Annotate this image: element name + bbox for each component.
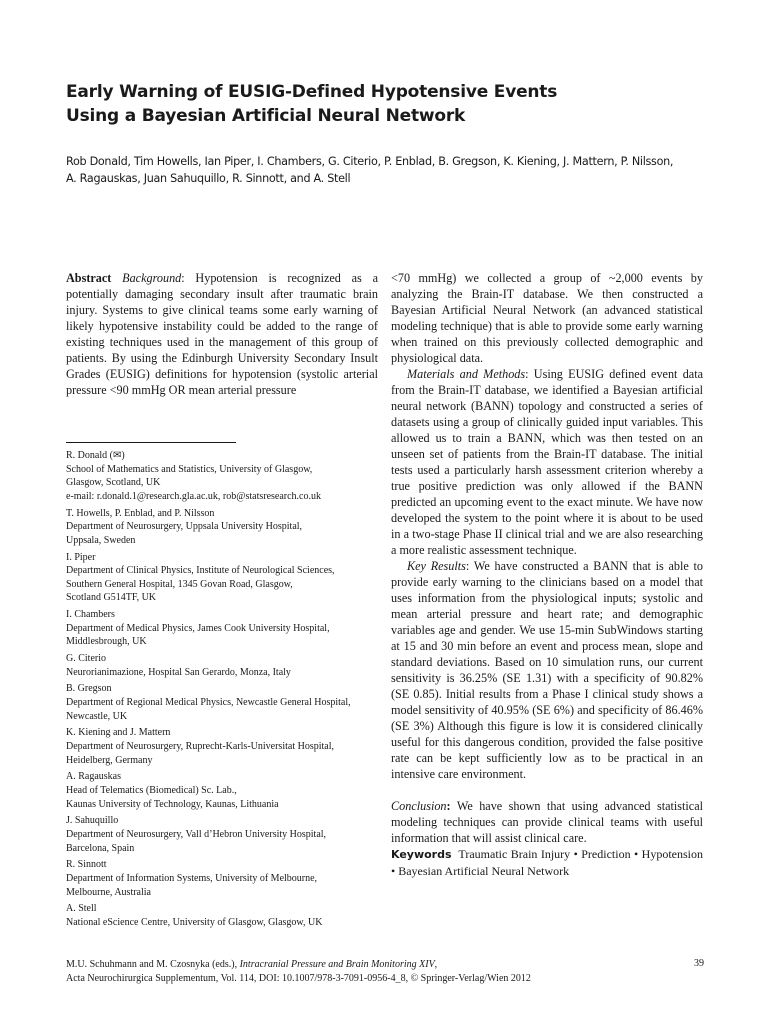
keywords bbox=[391, 846, 703, 879]
affiliation-address-line: Department of Neurosurgery, Vall d’Hebron University Hospital, bbox=[66, 828, 327, 840]
affiliation-address-line: Department of Clinical Physics, Institute of Neurological Sciences, bbox=[66, 565, 335, 577]
conclusion-label: Conclusion bbox=[391, 799, 447, 813]
methods-label: Materials and Methods bbox=[407, 367, 526, 381]
affiliation-address-line: Department of Neurosurgery, Ruprecht-Karls-Universitat Hospital, bbox=[66, 741, 334, 752]
affiliation-entry bbox=[66, 449, 378, 503]
affiliation-entry bbox=[66, 507, 378, 548]
results-text: : We have constructed a BANN that is able to provide early warning to the clinicians based on a model that uses information from the physiological inputs; systolic and mean arterial pressure and heart rate; and demographic variables age and gender. We use 15-min SubWindows starting at 15 and 30 min before an event and process mean, slope and standard deviations. Based on 10 simulation runs, our current sensitivity is 36.25% (SE 1.31) with a specificity of 90.82% (SE 0.85). Initial results from a Phase I clinical study shows a model sensitivity of 40.95% (SE 6%) and specificity of 86.46% (SE 3%) Although this figure is low it is considered clinically useful for this dangerous condition, provided the false positive rate can be kept sufficiently low as to be practical in an intensive care environment. bbox=[391, 559, 703, 781]
affiliation-entry bbox=[66, 608, 378, 649]
background-text-left: : Hypotension is recognized as a potentially damaging secondary insult after traumatic brain injury. Systems to give clinical teams some early warning of likely hypotensive instability could be added to the range of existing techniques used in the management of this group of patients. By using the Edinburgh University Secondary Insult Grades (EUSIG) definitions for hypotension (systolic arterial pressure <90 mmHg OR mean arterial pressure bbox=[66, 271, 378, 397]
affiliation-entry bbox=[66, 726, 378, 767]
affiliation-address-line: e-mail: r.donald.1@research.gla.ac.uk, rob@statsresearch.co.uk bbox=[66, 490, 321, 502]
results-label: Key Results bbox=[407, 559, 466, 573]
affiliation-address-line: Scotland G514TF, UK bbox=[66, 592, 157, 604]
footnote-divider bbox=[66, 442, 236, 443]
abstract-label: Abstract bbox=[66, 271, 112, 285]
abstract-background-part bbox=[66, 270, 378, 398]
affiliation-address-line: School of Mathematics and Statistics, University of Glasgow, bbox=[66, 463, 313, 475]
affiliation-address-line: Neurorianimazione, Hospital San Gerardo, Monza, Italy bbox=[66, 666, 291, 678]
affiliation-entry bbox=[66, 770, 378, 811]
affiliation-author: R. Donald (✉) bbox=[66, 450, 125, 461]
keywords-label: Keywords bbox=[391, 848, 452, 861]
abstract-right-column bbox=[391, 270, 703, 879]
affiliation-author: A. Stell bbox=[66, 903, 97, 915]
footer-title-comma: , bbox=[434, 959, 438, 970]
abstract-conclusion bbox=[391, 798, 703, 846]
affiliation-author: I. Piper bbox=[66, 551, 96, 563]
keywords-text: Traumatic Brain Injury • Prediction • Hypotension • Bayesian Artificial Neural Network bbox=[391, 847, 703, 878]
affiliation-address-line: Department of Regional Medical Physics, Newcastle General Hospital, bbox=[66, 697, 351, 709]
citation-footer bbox=[66, 958, 706, 985]
affiliation-author: R. Sinnott bbox=[66, 859, 107, 871]
affiliation-address-line: Department of Medical Physics, James Cook University Hospital, bbox=[66, 622, 330, 634]
affiliation-address-line: Melbourne, Australia bbox=[66, 886, 151, 898]
methods-text: : Using EUSIG defined event data from the Brain-IT database, we identified a Bayesian artificial neural network (BANN) topology and constructed a series of datasets using a group of clinically guided input variables. This allowed us to train a BANN, which was then tested on an unseen set of patients from the Brain-IT database. The initial tests used a particularly harsh assessment criterion whereby a true positive prediction was only allowed if the BANN predicted an upcoming event to the exact minute. We have now developed the system to the point where it is about to be used in a two-stage Phase II clinical trial and we are also researching a more realistic assessment technique. bbox=[391, 367, 703, 557]
affiliation-address-line: Department of Information Systems, University of Melbourne, bbox=[66, 872, 318, 884]
author-line-1: Rob Donald, Tim Howells, Ian Piper, I. Chambers, G. Citerio, P. Enblad, B. Gregson, K. Kiening, J. Mattern, P. Nilsson, bbox=[66, 155, 674, 168]
page-number: 39 bbox=[694, 958, 704, 969]
footer-book-title: Intracranial Pressure and Brain Monitoring XIV bbox=[239, 959, 435, 970]
footer-line-2: Acta Neurochirurgica Supplementum, Vol. 114, DOI: 10.1007/978-3-7091-0956-4_8, © Springer-Verlag/Wien 2012 bbox=[66, 972, 531, 984]
abstract-left-column bbox=[66, 270, 378, 398]
affiliation-entry bbox=[66, 858, 378, 899]
affiliation-address-line: Glasgow, Scotland, UK bbox=[66, 477, 161, 489]
affiliation-address-line: Uppsala, Sweden bbox=[66, 534, 136, 546]
affiliation-address-line: Newcastle, UK bbox=[66, 710, 128, 722]
affiliation-author: B. Gregson bbox=[66, 683, 112, 695]
affiliation-address-line: Barcelona, Spain bbox=[66, 842, 135, 854]
abstract-background-continued bbox=[391, 270, 703, 366]
affiliation-address-line: Middlesbrough, UK bbox=[66, 636, 147, 648]
title-line-1: Early Warning of EUSIG-Defined Hypotensive Events bbox=[66, 82, 558, 102]
affiliation-entry bbox=[66, 814, 378, 855]
conclusion-text: We have shown that using advanced statistical modeling techniques can provide clinical teams with useful information that will assist clinical care. bbox=[391, 799, 703, 845]
background-label: Background bbox=[122, 271, 182, 285]
affiliation-address-line: Kaunas University of Technology, Kaunas, Lithuania bbox=[66, 798, 279, 810]
affiliation-entry bbox=[66, 652, 378, 679]
affiliation-address-line: National eScience Centre, University of Glasgow, Glasgow, UK bbox=[66, 916, 323, 928]
background-text-right: <70 mmHg) we collected a group of ~2,000 events by analyzing the Brain-IT database. We then constructed a Bayesian Artificial Neural Network (an advanced statistical modeling technique) that is able to provide some early warning when trained on this previously collected demographic and physiological data. bbox=[391, 271, 703, 365]
footer-editors: M.U. Schuhmann and M. Czosnyka (eds.), bbox=[66, 959, 240, 970]
abstract-results bbox=[391, 558, 703, 782]
affiliation-address-line: Head of Telematics (Biomedical) Sc. Lab., bbox=[66, 784, 237, 796]
affiliations bbox=[66, 449, 378, 933]
affiliation-author: T. Howells, P. Enblad, and P. Nilsson bbox=[66, 507, 215, 519]
affiliation-author: G. Citerio bbox=[66, 653, 106, 665]
affiliation-entry bbox=[66, 902, 378, 929]
affiliation-author: A. Ragauskas bbox=[66, 771, 121, 783]
conclusion-colon: : bbox=[446, 799, 451, 813]
author-list bbox=[66, 154, 716, 187]
affiliation-entry bbox=[66, 551, 378, 605]
affiliation-author: K. Kiening and J. Mattern bbox=[66, 727, 171, 739]
affiliation-author: J. Sahuquillo bbox=[66, 815, 119, 827]
title-line-2: Using a Bayesian Artificial Neural Network bbox=[66, 106, 466, 126]
footer-line-1 bbox=[66, 958, 706, 972]
affiliation-address-line: Southern General Hospital, 1345 Govan Road, Glasgow, bbox=[66, 578, 293, 590]
affiliation-address-line: Heidelberg, Germany bbox=[66, 754, 153, 766]
paper-title bbox=[66, 80, 726, 128]
affiliation-author: I. Chambers bbox=[66, 609, 115, 621]
author-line-2: A. Ragauskas, Juan Sahuquillo, R. Sinnott, and A. Stell bbox=[66, 171, 351, 185]
affiliation-entry bbox=[66, 682, 378, 723]
affiliation-address-line: Department of Neurosurgery, Uppsala University Hospital, bbox=[66, 521, 303, 533]
abstract-methods bbox=[391, 366, 703, 558]
